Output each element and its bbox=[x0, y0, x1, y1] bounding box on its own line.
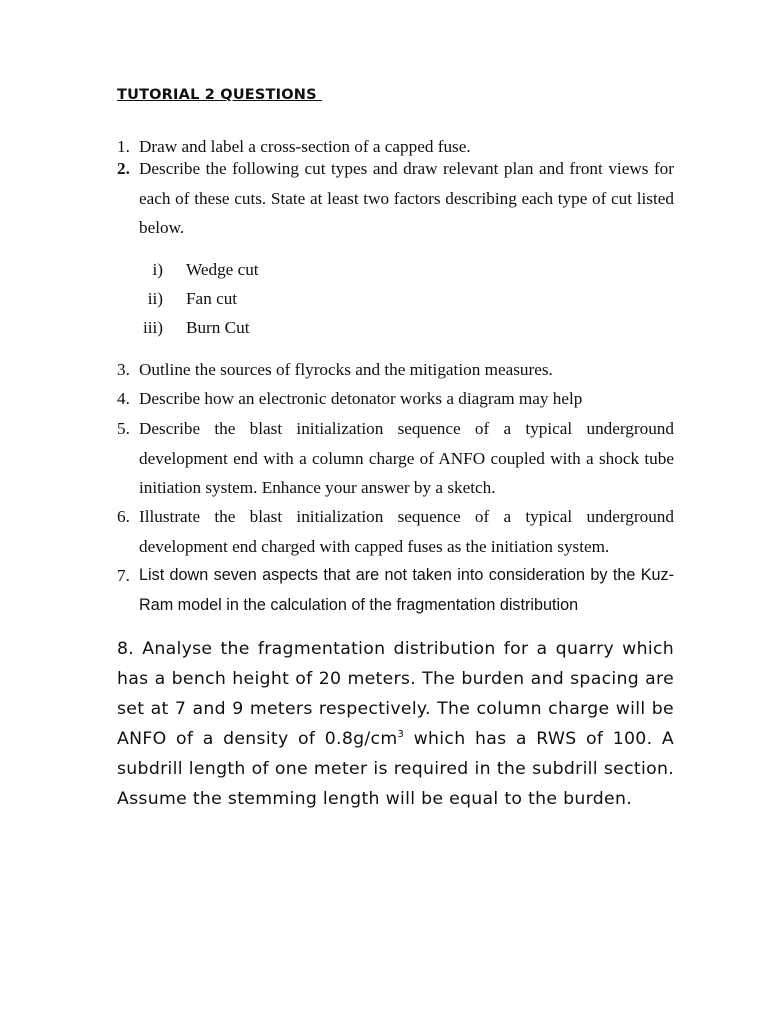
question-number: 3. bbox=[117, 360, 130, 379]
question-text: List down seven aspects that are not taken into consideration by the Kuz-Ram model in the calculation of the fragmentation distribution bbox=[139, 566, 674, 614]
superscript-exponent: 3 bbox=[397, 729, 405, 740]
question-6 bbox=[117, 502, 674, 561]
question-8-text-part2: which has a RWS of 100. A subdrill length of one meter is required in the subdrill section. Assume the stemming length will be equal to the burden. bbox=[117, 729, 674, 809]
question-7 bbox=[117, 561, 674, 620]
question-text: Draw and label a cross-section of a capped fuse. bbox=[139, 137, 471, 156]
question-5 bbox=[117, 414, 674, 503]
cut-type-numeral: ii) bbox=[147, 289, 163, 308]
question-number: 4. bbox=[117, 389, 130, 408]
question-8-text-part1: 8. Analyse the fragmentation distribution for a quarry which has a bench height of 20 meters. The burden and spacing are set at 7 and 9 meters respectively. The column charge will be ANFO of a density of 0.8g/cm bbox=[117, 639, 674, 749]
question-number: 7. bbox=[117, 566, 130, 585]
question-3 bbox=[117, 355, 674, 385]
question-text: Outline the sources of flyrocks and the mitigation measures. bbox=[139, 360, 553, 379]
question-2 bbox=[117, 154, 674, 243]
cut-type-numeral: iii) bbox=[142, 318, 163, 337]
cut-type-label: Fan cut bbox=[186, 289, 238, 308]
cut-type-label: Wedge cut bbox=[186, 260, 259, 279]
question-number: 2. bbox=[117, 159, 130, 178]
question-8 bbox=[117, 634, 674, 814]
question-number: 5. bbox=[117, 419, 130, 438]
cut-type-label: Burn Cut bbox=[186, 318, 250, 337]
document-title: TUTORIAL 2 QUESTIONS bbox=[117, 87, 322, 103]
question-text: Describe how an electronic detonator works a diagram may help bbox=[139, 389, 583, 408]
question-text: Illustrate the blast initialization sequence of a typical underground development end charged with capped fuses as the initiation system. bbox=[139, 507, 674, 556]
question-number: 1. bbox=[117, 137, 130, 156]
question-4 bbox=[117, 384, 674, 414]
question-number: 6. bbox=[117, 507, 130, 526]
question-text: Describe the following cut types and draw relevant plan and front views for each of these cuts. State at least two factors describing each type of cut listed below. bbox=[139, 159, 674, 237]
question-text: Describe the blast initialization sequence of a typical underground development end with a column charge of ANFO coupled with a shock tube initiation system. Enhance your answer by a sketch. bbox=[139, 419, 674, 497]
cut-type-numeral: i) bbox=[152, 260, 163, 279]
